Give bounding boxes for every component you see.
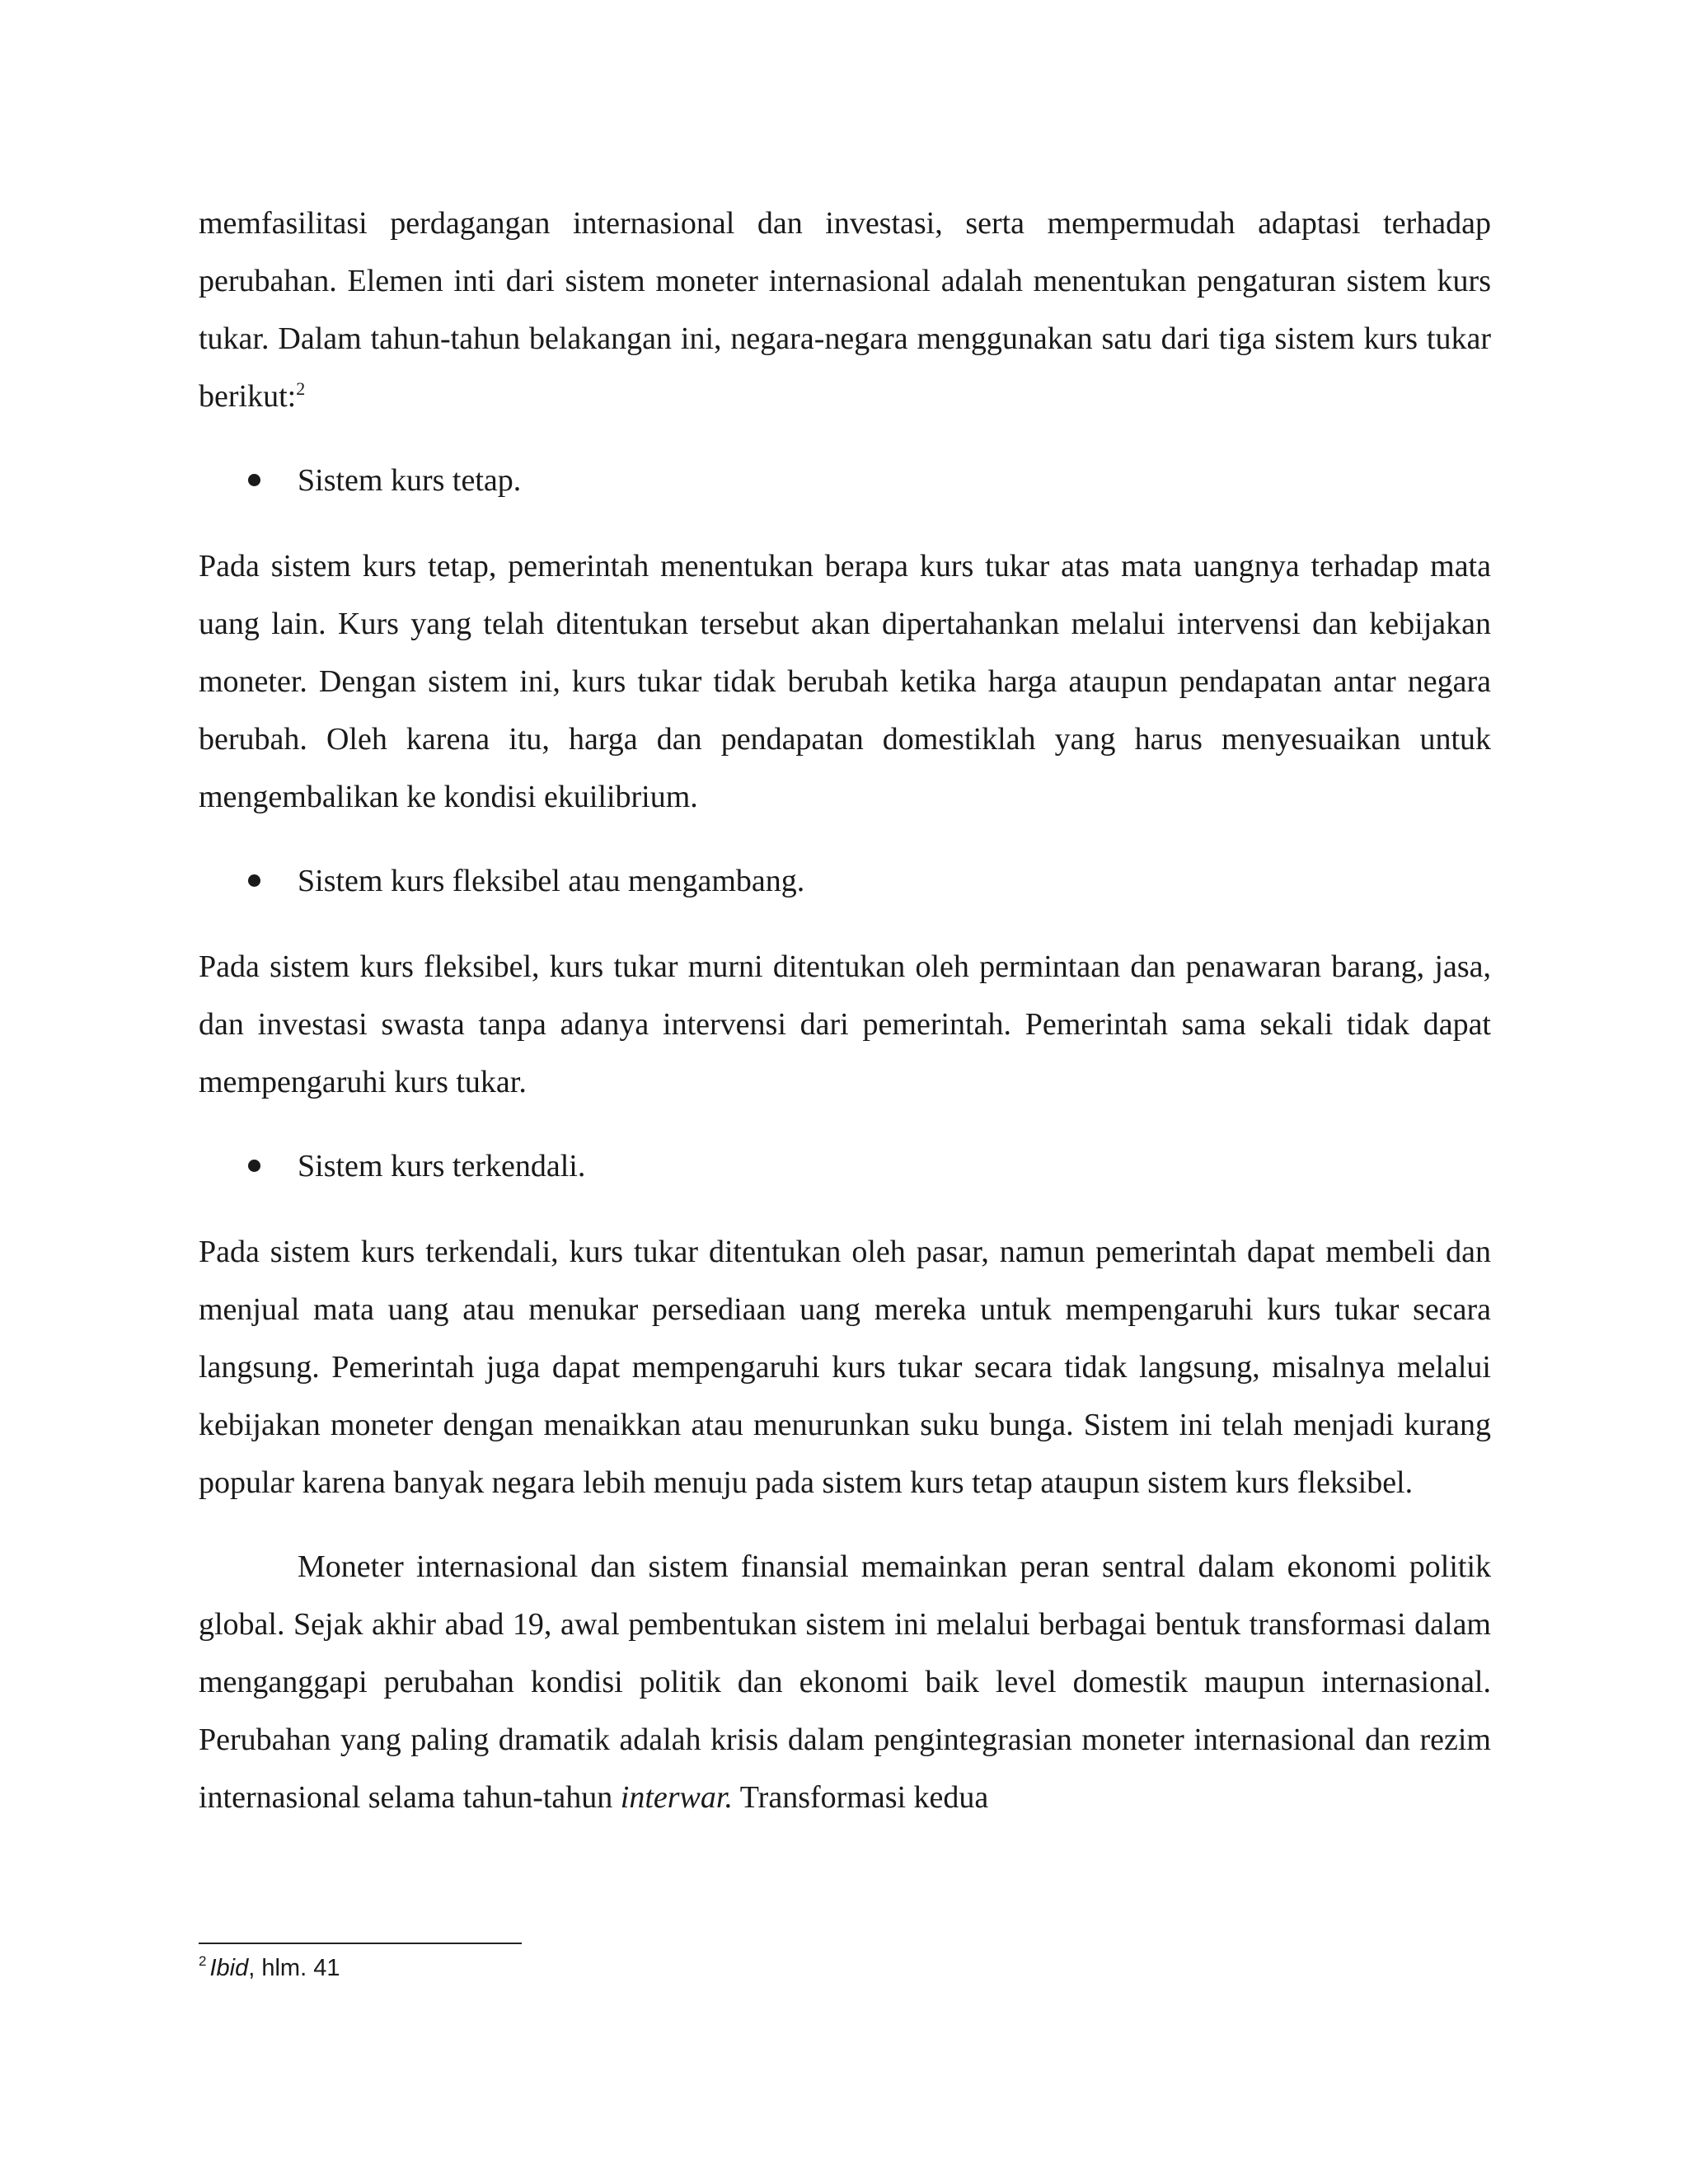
bullet-item-flexible	[199, 852, 1491, 910]
bullet-label: Sistem kurs fleksibel atau mengambang.	[298, 864, 805, 898]
closing-paragraph-tail: Transformasi kedua	[732, 1780, 989, 1815]
bullet-dot-icon	[248, 474, 260, 486]
bullet-item-fixed	[199, 452, 1491, 509]
fixed-rate-description: Pada sistem kurs tetap, pemerintah menentukan berapa kurs tukar atas mata uangnya terhadap mata uang lain. Kurs yang telah ditentukan tersebut akan dipertahankan melalui intervensi dan kebijakan moneter. Dengan sistem ini, kurs tukar tidak berubah ketika harga ataupun pendapatan antar negara berubah. Oleh karena itu, harga dan pendapatan domestiklah yang harus menyesuaikan untuk mengembalikan ke kondisi ekuilibrium.	[199, 549, 1491, 814]
closing-paragraph	[199, 1538, 1491, 1826]
bullet-item-managed	[199, 1137, 1491, 1195]
closing-paragraph-italic: interwar.	[620, 1780, 733, 1815]
flexible-rate-description: Pada sistem kurs fleksibel, kurs tukar murni ditentukan oleh permintaan dan penawaran barang, jasa, dan investasi swasta tanpa adanya intervensi dari pemerintah. Pemerintah sama sekali tidak dapat mempengaruhi kurs tukar.	[199, 949, 1491, 1099]
footnote-separator	[199, 1943, 522, 1944]
bullet-dot-icon	[248, 874, 260, 887]
bullet-dot-icon	[248, 1160, 260, 1172]
footnote-number: 2	[199, 1953, 207, 1969]
managed-rate-description: Pada sistem kurs terkendali, kurs tukar ditentukan oleh pasar, namun pemerintah dapat membeli dan menjual mata uang atau menukar persediaan uang mereka untuk mempengaruhi kurs tukar secara langsung. Pemerintah juga dapat mempengaruhi kurs tukar secara tidak langsung, misalnya melalui kebijakan moneter dengan menaikkan atau menurunkan suku bunga. Sistem ini telah menjadi kurang popular karena banyak negara lebih menuju pada sistem kurs tetap ataupun sistem kurs fleksibel.	[199, 1235, 1491, 1500]
intro-paragraph	[199, 194, 1491, 425]
body-text	[199, 194, 1491, 1826]
footnote-text: , hlm. 41	[248, 1955, 340, 1981]
bullet-label: Sistem kurs tetap.	[298, 463, 522, 498]
bullet-label: Sistem kurs terkendali.	[298, 1149, 586, 1183]
footnote-ibid: Ibid	[209, 1955, 249, 1981]
intro-paragraph-text: memfasilitasi perdagangan internasional dan investasi, serta mempermudah adaptasi terhadap perubahan. Elemen inti dari sistem moneter internasional adalah menentukan pengaturan sistem kurs tukar. Dalam tahun-tahun belakangan ini, negara-negara menggunakan satu dari tiga sistem kurs tukar berikut:	[199, 206, 1491, 414]
footnote-reference[interactable]: 2	[296, 378, 306, 399]
closing-paragraph-text: Moneter internasional dan sistem finansial memainkan peran sentral dalam ekonomi politik global. Sejak akhir abad 19, awal pembentukan sistem ini melalui berbagai bentuk transformasi dalam menganggapi perubahan kondisi politik dan ekonomi baik level domestik maupun internasional. Perubahan yang paling dramatik adalah krisis dalam pengintegrasian moneter internasional dan rezim internasional selama tahun-tahun	[199, 1549, 1491, 1815]
footnote	[199, 1952, 340, 1985]
